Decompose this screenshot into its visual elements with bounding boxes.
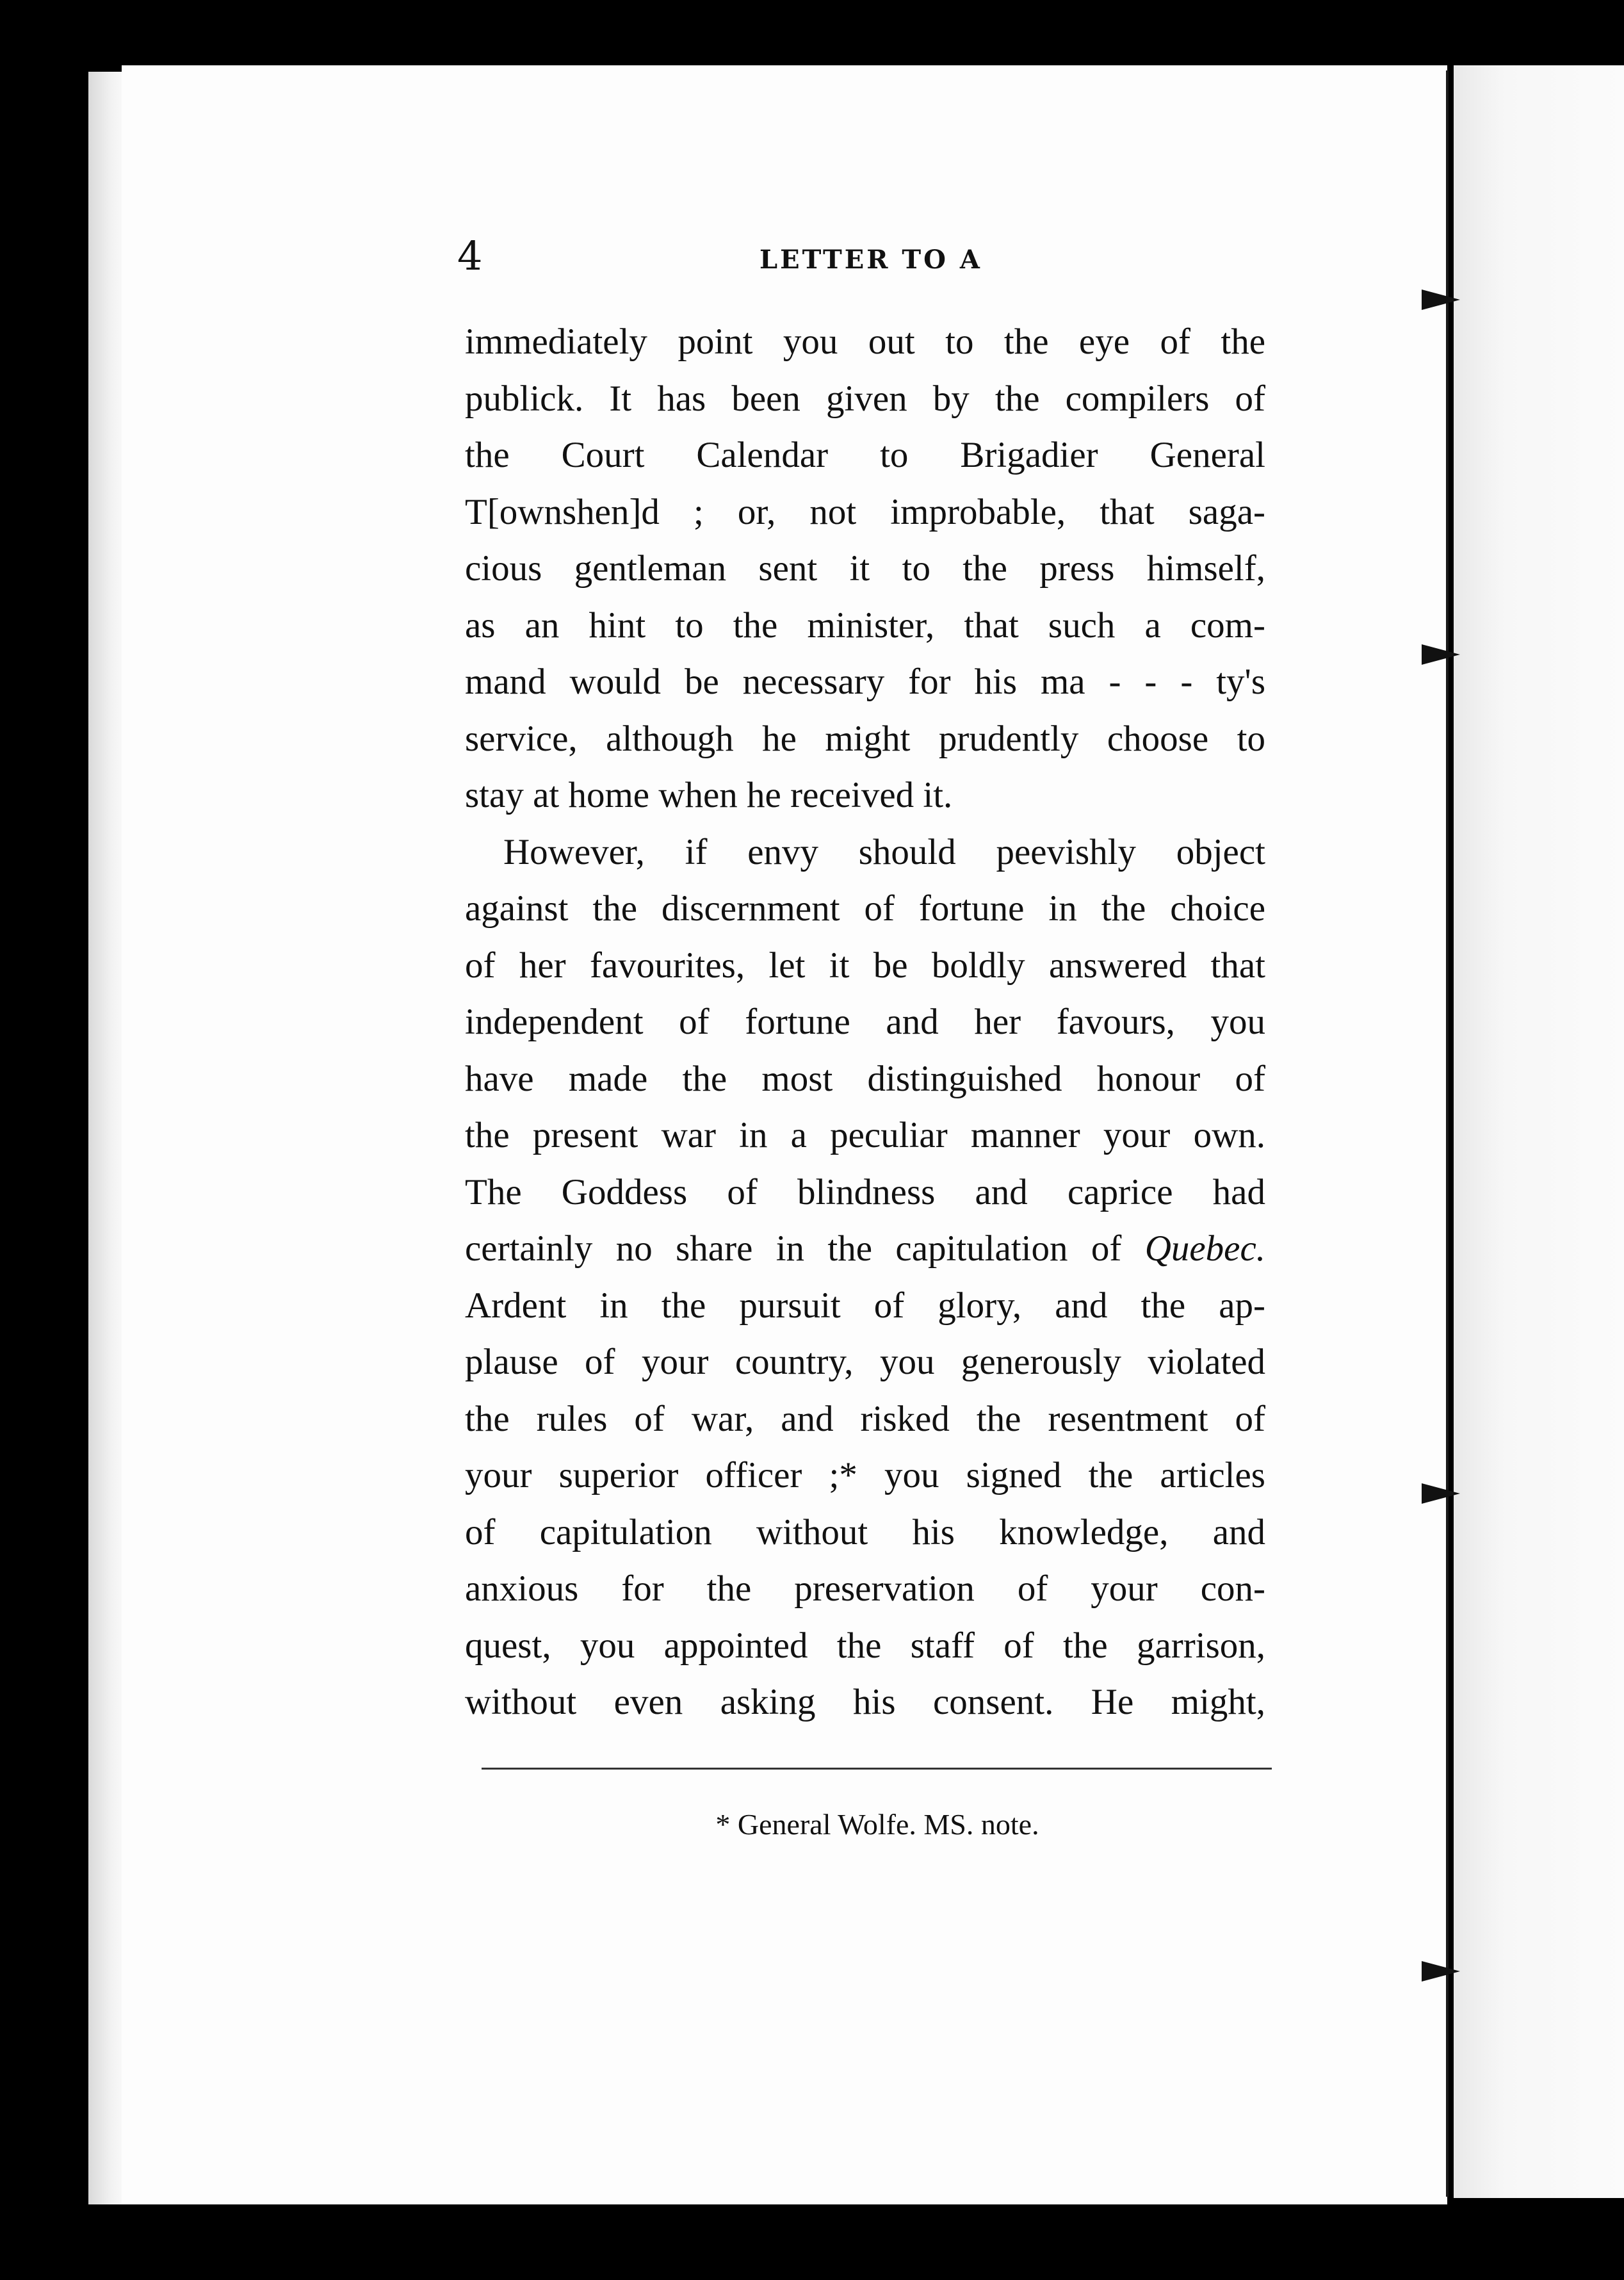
text-line [465, 1221, 1265, 1278]
text-line: against the discernment of fortune in the choice [465, 888, 1265, 929]
text-line: the present war in a peculiar manner your own. [465, 1115, 1265, 1155]
text-line: of capitulation without his knowledge, and [465, 1511, 1265, 1552]
text-line: without even asking his consent. He might, [465, 1682, 1265, 1722]
text-line: However, if envy should peevishly object [503, 831, 1265, 872]
footnote: * General Wolfe. MS. note. [715, 1808, 1039, 1841]
text-line: have made the most distinguished honour of [465, 1058, 1265, 1099]
text-line: as an hint to the minister, that such a com- [465, 605, 1265, 646]
page-number: 4 [457, 232, 483, 279]
text-line: The Goddess of blindness and caprice had [465, 1171, 1265, 1212]
text-line: service, although he might prudently choose to [465, 718, 1265, 759]
page-tab-marker [1422, 1483, 1460, 1504]
page-tab-marker [1422, 1961, 1460, 1982]
text-line: stay at home when he received it. [465, 775, 953, 815]
text-line: mand would be necessary for his ma - - - ty's [465, 662, 1265, 702]
running-head: LETTER TO A [759, 245, 982, 275]
text-line: plause of your country, you generously violated [465, 1342, 1265, 1382]
footnote-rule [482, 1768, 1272, 1770]
text-line: quest, you appointed the staff of the garrison, [465, 1625, 1265, 1666]
text-line: the rules of war, and risked the resentment of [465, 1398, 1265, 1439]
text-line: anxious for the preservation of your con- [465, 1568, 1265, 1609]
left-page-edge [88, 72, 127, 2204]
body-text [465, 314, 1265, 1731]
text-line: cious gentleman sent it to the press himself, [465, 548, 1265, 589]
text-line: your superior officer ;* you signed the articles [465, 1455, 1265, 1495]
text-line: of her favourites, let it be boldly answered that [465, 945, 1265, 986]
facing-page-edge [1454, 65, 1624, 2198]
italic-place-name: Quebec. [1144, 1228, 1265, 1269]
gutter-line [1446, 70, 1449, 2197]
text-line: T[ownshen]d ; or, not improbable, that saga- [465, 491, 1265, 532]
text-line: Ardent in the pursuit of glory, and the ap- [465, 1285, 1265, 1326]
page-tab-marker [1422, 644, 1460, 665]
text-line: the Court Calendar to Brigadier General [465, 435, 1265, 475]
page-tab-marker [1422, 289, 1460, 310]
text-line: publick. It has been given by the compilers of [465, 378, 1265, 419]
text-line: immediately point you out to the eye of the [465, 322, 1265, 362]
text-fragment: certainly no share in the capitulation of [465, 1228, 1122, 1269]
text-line: independent of fortune and her favours, you [465, 1002, 1265, 1042]
